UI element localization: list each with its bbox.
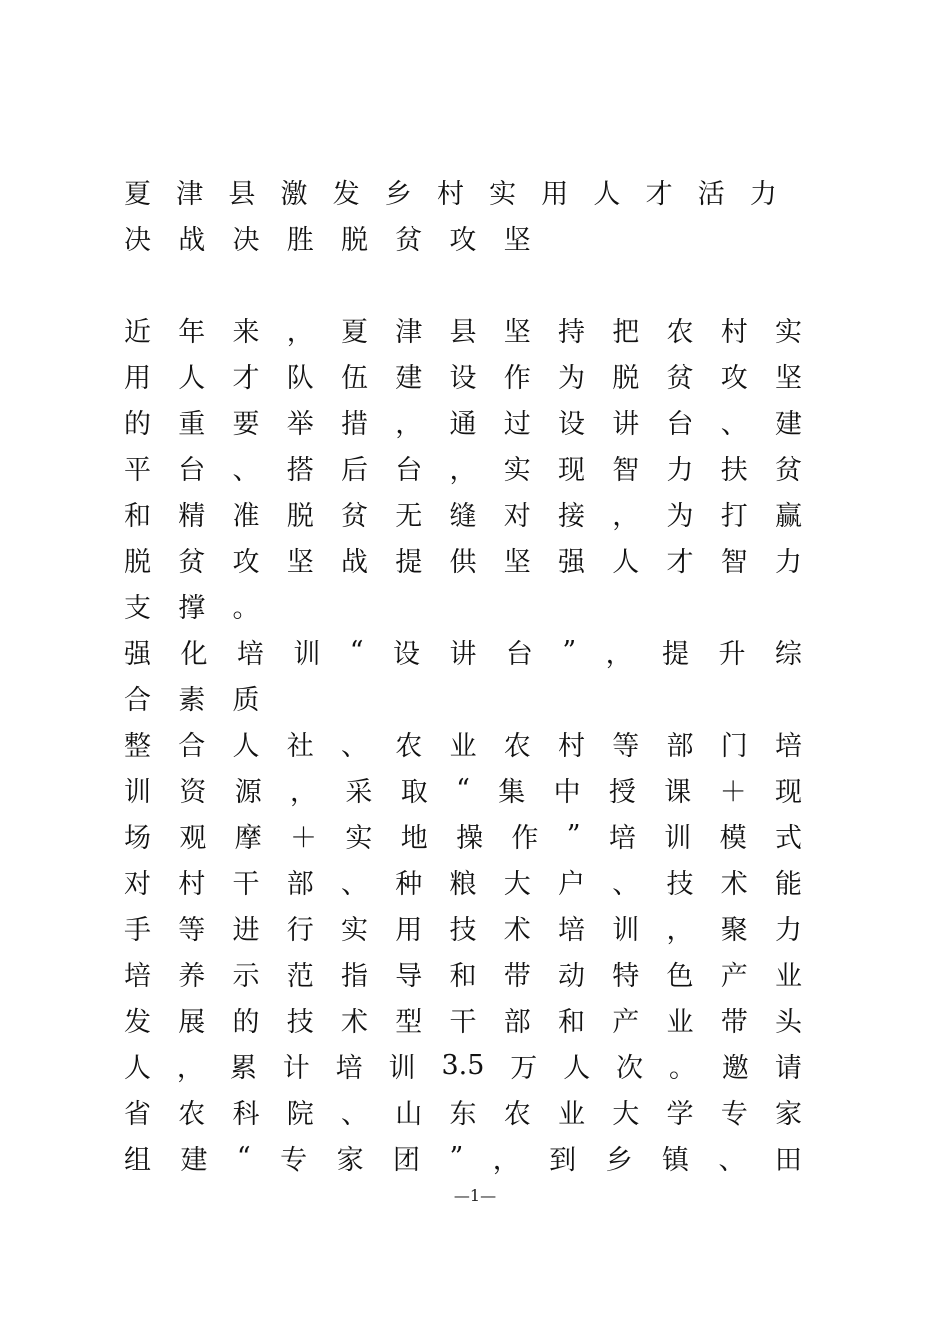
body-line-13: 对 村 干 部 、 种 粮 大 户 、 技 术 能 (124, 868, 802, 900)
body-line-15: 培 养 示 范 指 导 和 带 动 特 色 产 业 (124, 960, 802, 992)
body-line-16: 发 展 的 技 术 型 干 部 和 产 业 带 头 (124, 1006, 802, 1038)
body-line-14: 手 等 进 行 实 用 技 术 培 训 ， 聚 力 (124, 914, 802, 946)
body-line-12: 场 观 摩 ＋ 实 地 操 作 ” 培 训 模 式 (124, 819, 802, 854)
page-number: —1— (453, 1186, 497, 1205)
body-line-18: 省 农 科 院 、 山 东 农 业 大 学 专 家 (124, 1098, 802, 1130)
body-line-4: 平 台 、 搭 后 台 ， 实 现 智 力 扶 贫 (124, 454, 802, 486)
body-line-7: 支 撑 。 (124, 592, 260, 624)
body-line-17: 人 ， 累 计 培 训 3.5 万 人 次 。 邀 请 (124, 1049, 802, 1084)
body-line-3: 的 重 要 举 措 ， 通 过 设 讲 台 、 建 (124, 408, 802, 440)
body-line-19: 组 建 “ 专 家 团 ” ， 到 乡 镇 、 田 (124, 1141, 802, 1176)
title-line-1: 夏 津 县 激 发 乡 村 实 用 人 才 活 力 (124, 178, 777, 210)
body-line-10: 整 合 人 社 、 农 业 农 村 等 部 门 培 (124, 730, 802, 762)
section-heading-line-2: 合 素 质 (124, 684, 260, 716)
body-line-11: 训 资 源 ， 采 取 “ 集 中 授 课 ＋ 现 (124, 773, 802, 808)
section-heading-line-1: 强 化 培 训 “ 设 讲 台 ” ， 提 升 综 (124, 635, 802, 670)
title-line-2: 决 战 决 胜 脱 贫 攻 坚 (124, 224, 531, 256)
body-line-2: 用 人 才 队 伍 建 设 作 为 脱 贫 攻 坚 (124, 362, 802, 394)
body-line-6: 脱 贫 攻 坚 战 提 供 坚 强 人 才 智 力 (124, 546, 802, 578)
body-line-5: 和 精 准 脱 贫 无 缝 对 接 ， 为 打 赢 (124, 500, 802, 532)
body-line-1: 近 年 来 ， 夏 津 县 坚 持 把 农 村 实 (124, 316, 802, 348)
